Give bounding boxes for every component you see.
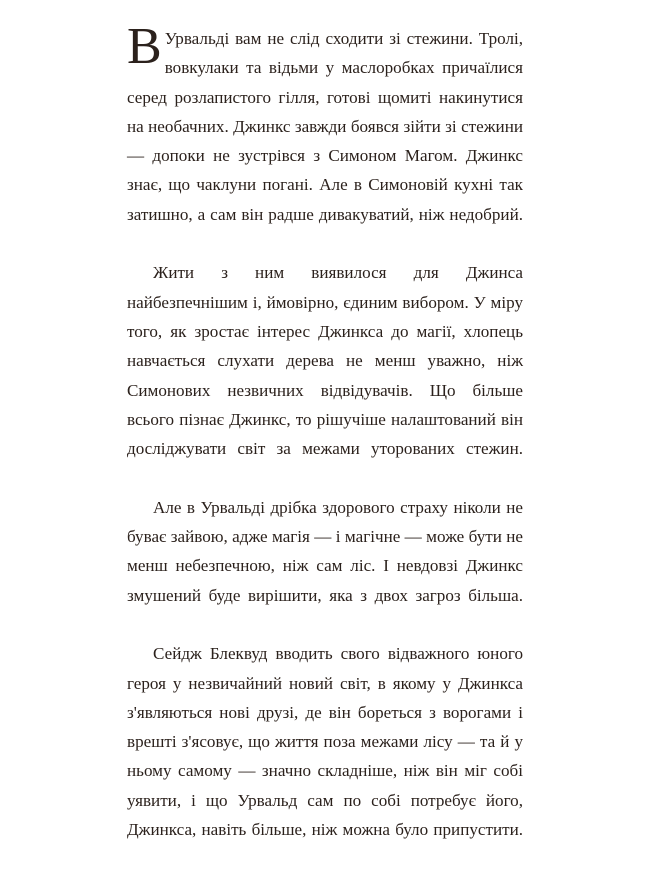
paragraph-1 <box>127 18 523 258</box>
paragraph-4-text: Сейдж Блеквуд вводить свого відважного юного героя у незвичайний новий світ, в якому у Джинкса з'являються нові друзі, де він бореться з ворогами і врешті з'ясовує, що життя поза межами лісу — та й у ньому самому — значно складніше, ніж він міг собі уявити, і що Урвальд сам по собі потребує його, Джинкса, навіть більше, ніж можна було припустити. <box>127 644 523 840</box>
page-text-column <box>127 18 523 874</box>
paragraph-3 <box>127 493 523 639</box>
paragraph-4 <box>127 639 523 873</box>
paragraph-3-text: Але в Урвальді дрібка здорового страху ніколи не буває зайвою, адже магія — і магічне — може бути не менш небезпечною, ніж сам ліс. І невдовзі Джинкс змушений буде вирішити, яка з двох загроз більша. <box>127 497 523 605</box>
paragraph-2-text: Жити з ним виявилося для Джинса найбезпечнішим і, ймовірно, єдиним вибором. У міру того, як зростає інтерес Джинкса до магії, хлопець навчається слухати дерева не менш уважно, ніж Симонових незвичних відвідувачів. Що більше всього пізнає Джинкс, то рішучіше налаштований він досліджувати світ за межами уторованих стежин. <box>127 263 523 459</box>
paragraph-1-text: Урвальді вам не слід сходити зі стежини. Тролі, вовкулаки та відьми у маслоробках причаїлися серед розлапистого гілля, готові щомиті накинутися на необачних. Джинкс завжди боявся зійти зі стежини — допоки не зустрівся з Симоном Магом. Джинкс знає, що чаклуни погані. Але в Симоновій кухні так затишно, а сам він радше дивакуватий, ніж недобрий. <box>127 29 523 224</box>
drop-cap-letter: В <box>127 18 162 75</box>
paragraph-2 <box>127 258 523 492</box>
